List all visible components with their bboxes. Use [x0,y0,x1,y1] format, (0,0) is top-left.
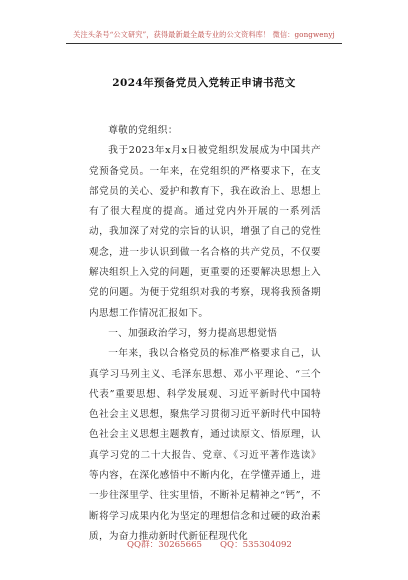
salutation: 尊敬的党组织： [108,125,178,136]
body-paragraph: 一年来，我以合格党员的标准严格要求自己，认真学习马列主义、毛泽东思想、邓小平理论、“三个代表”重要思想、科学发展观、习近平新时代中国特色社会主义思想，聚焦学习贯彻习近平新时代中国特色社会主义思想主题教育，通过读原文、悟原理，认真学习党的二十大报告、党章、《习近平著作选读》等内容，在深化感悟中不断内化，在学懂弄通上，进一步往深里学、往实里悟，不断补足精神之“钙”，不断将学习成果内化为坚定的理想信念和过硬的政治素质，为奋力推动新时代新征程现代化 [89,348,321,542]
section-heading: 一、加强政治学习，努力提高思想觉悟 [108,327,278,339]
header-divider [66,43,342,44]
footer-qq-group: QQ群：30265665 [127,540,203,550]
header-promo-banner: 关注头条号“公文研究”，获得最新最全最专业的公文资料库！ 微信：gongwenyj [73,30,335,39]
document-title: 2024年预备党员入党转正申请书范文 [112,77,296,89]
footer-qq-number: QQ：535304092 [220,540,292,550]
body-paragraph: 我于2023年x月x日被党组织发展成为中国共产党预备党员。一年来，在党组织的严格要求下，在支部党员的关心、爱护和教育下，我在政治上、思想上有了很大程度的提高。通过党内外开展的一系列活动，我加深了对党的宗旨的认识，增强了自己的党性观念，进一步认识到做一名合格的共产党员，不仅要解决组织上入党的问题，更重要的还要解决思想上入党的问题。为便于党组织对我的考察，现将我预备期内思想工作情况汇报如下。 [89,145,321,319]
footer-contact [0,538,408,552]
document-body [89,121,321,547]
